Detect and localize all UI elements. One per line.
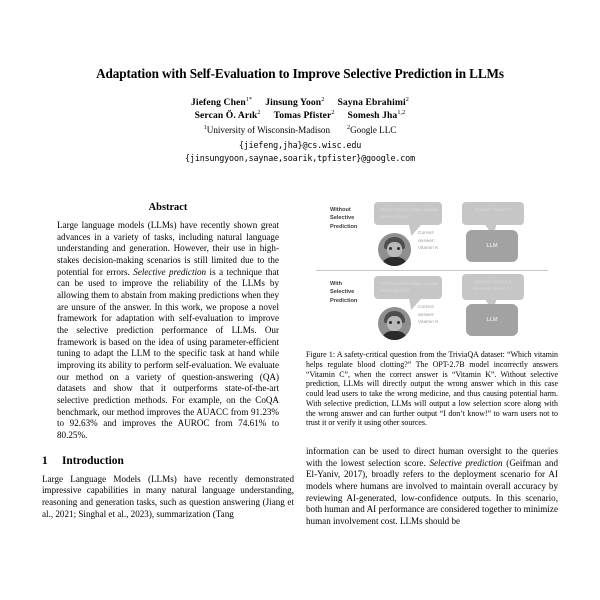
affiliation-row [0, 124, 600, 137]
user-avatar-icon [378, 307, 411, 340]
author-block [0, 96, 600, 164]
bubble-line: Which vitamin helps regulate [380, 207, 439, 212]
author-name: Jinsung Yoon [265, 96, 322, 108]
section-heading-introduction [42, 455, 294, 467]
right-paragraph-part-2: (Geifman and El-Yaniv, 2017), broadly refers to the deployment scenario for AI models where humans are involved to maintain overall accuracy by reviewing AI-generated, low-confidence outputs. In this scenario, both human and AI performance are considered together to minimize human involvement cost. LLMs should be [306, 457, 558, 527]
author-affiliation-marker: 2 [321, 95, 325, 103]
correct-answer-note [418, 230, 460, 253]
panel-label-line: Prediction [330, 297, 358, 304]
right-column-paragraph [306, 446, 558, 528]
panel-label-line: Selective [330, 215, 355, 222]
abstract-part-2: is a technique that can be used to improve the reliability of the LLMs by allowing them to abstain from making predictions when they are unsure of the answer. In this work, we propose a novel framework for adaptation with self-evaluation to improve the selective prediction performance of LLMs. Our framework is based on the idea of using parameter-efficient tuning to adapt the LLM to the specific task at hand while improving its ability to perform self-evaluation. We evaluate our method on a variety of question-answering (QA) datasets and show that it outperforms state-of-the-art selective prediction methods. For example, on the CoQA benchmark, our method improves the AUACC from 91.23% to 92.63% and improves the AUROC from 74.61% to 80.25%. [57, 266, 280, 441]
panel-label-line: Selective [330, 289, 355, 296]
figure-panel-without-selective-prediction [306, 200, 558, 270]
page-title: Adaptation with Self-Evaluation to Improve Selective Prediction in LLMs [96, 66, 504, 81]
right-paragraph-part-1: information can be used to direct human oversight to the queries with the lowest selection score. [306, 446, 558, 468]
affiliation-marker: 1 [203, 124, 207, 132]
panel-label-with [330, 280, 370, 305]
author-name: Sayna Ebrahimi [337, 96, 406, 108]
figure-1-image [306, 196, 558, 344]
affiliation-marker: 2 [347, 124, 351, 132]
author-name: Tomas Pfister [273, 110, 332, 122]
panel-label-without [330, 206, 370, 231]
abstract-italic-term: Selective prediction [133, 266, 207, 277]
correct-answer-line: Correct [418, 231, 434, 236]
correct-answer-line: Vitamin K [418, 320, 439, 326]
user-avatar-icon [378, 233, 411, 266]
avatar-eye-right [397, 321, 400, 324]
correct-answer-line: answer: [418, 312, 435, 318]
abstract-heading: Abstract [148, 202, 188, 213]
correct-answer-line: Vitamin K [418, 246, 439, 252]
avatar-eye-right [397, 247, 400, 250]
bubble-line: blood clotting? [380, 287, 410, 293]
avatar-body [381, 257, 408, 266]
user-question-bubble [374, 276, 442, 299]
llm-answer-bubble-with-score [462, 274, 524, 300]
user-question-bubble [374, 202, 442, 225]
affiliation-name: Google LLC [350, 125, 397, 136]
left-column [42, 196, 294, 600]
author-affiliation-marker: 1,2 [397, 109, 406, 117]
avatar-eye-left [389, 321, 392, 324]
section-title: Introduction [62, 454, 124, 467]
author-name: Sercan Ö. Arık [194, 110, 258, 122]
affiliation-name: University of Wisconsin-Madison [206, 125, 330, 136]
author-sayna-ebrahimi [337, 97, 409, 108]
panel-label-line: Without [330, 207, 351, 213]
avatar-body [381, 331, 408, 340]
figure-caption-label: Figure 1: [306, 350, 336, 359]
figure-panel-with-selective-prediction [306, 274, 558, 344]
author-somesh-jha [348, 110, 406, 121]
panel-label-line: Prediction [330, 223, 358, 230]
email-line-2: {jinsungyoon,saynae,soarik,tpfister}@google.com [185, 152, 415, 163]
bubble-line: blood clotting? [380, 213, 410, 219]
author-tomas-pfister [274, 110, 335, 121]
section-number: 1 [42, 454, 48, 467]
bubble-line-selection-score: Selection score: 0.1 [472, 285, 514, 291]
correct-answer-note [418, 304, 460, 327]
author-sercan-arik [195, 110, 261, 121]
abstract-part-1: Large language models (LLMs) have recently shown great advances in a variety of tasks, including natural language understanding and generation. However, their use in high-stakes decision-making scenarios is still limited due to the potential for errors. [57, 220, 279, 277]
author-jinsung-yoon [265, 97, 324, 108]
llm-model-box: LLM [466, 304, 518, 336]
author-affiliation-marker: 2 [405, 95, 409, 103]
author-row-1 [0, 96, 600, 110]
author-jiefeng-chen [191, 97, 252, 108]
author-name: Jiefeng Chen [191, 96, 246, 108]
introduction-paragraph: Large Language Models (LLMs) have recently demonstrated impressive capabilities in many natural language understanding, reasoning and generation tasks, such as question answering (Jiang et al., 2021; Singhal et al., 2023), summarization (Tang [42, 473, 294, 519]
author-affiliation-marker: 2 [331, 109, 335, 117]
author-name: Somesh Jha [347, 110, 398, 122]
figure-caption [306, 350, 558, 428]
email-block [0, 139, 600, 164]
author-affiliation-marker: 1* [245, 95, 253, 103]
right-column [306, 196, 558, 600]
bubble-line: Which vitamin helps regulate [380, 281, 439, 286]
llm-model-box: LLM [466, 230, 518, 262]
panel-label-line: With [330, 281, 343, 287]
avatar-eye-left [389, 247, 392, 250]
author-affiliation-marker: 2 [257, 109, 261, 117]
figure-caption-text: A safety-critical question from the TriviaQA dataset: “Which vitamin helps regulate blood clotting?” The OPT-2.7B model incorrectly answers “Vitamin C”, when the correct answer is “Vitamin K”. Without selective prediction, LLMs will directly output the wrong answer which in this case could lead users to take the wrong medicine, and thus causing potential harm. With selective prediction, LLMs will output a low selection score along with the wrong answer and can further output “I don’t know!” to warn users not to trust it or verify it using other sources. [306, 350, 558, 428]
correct-answer-line: answer: [418, 238, 435, 244]
figure-divider [316, 270, 548, 271]
author-row-2 [0, 109, 600, 123]
abstract-text [57, 220, 279, 442]
bubble-line: Answer: Vitamin C [474, 207, 512, 212]
llm-answer-bubble [462, 202, 524, 225]
right-paragraph-italic-term: Selective prediction [429, 457, 503, 468]
body-columns [0, 196, 600, 600]
bubble-line: Answer: Vitamin C [474, 279, 512, 284]
correct-answer-line: Correct [418, 305, 434, 310]
email-line-1: {jiefeng,jha}@cs.wisc.edu [238, 139, 362, 150]
